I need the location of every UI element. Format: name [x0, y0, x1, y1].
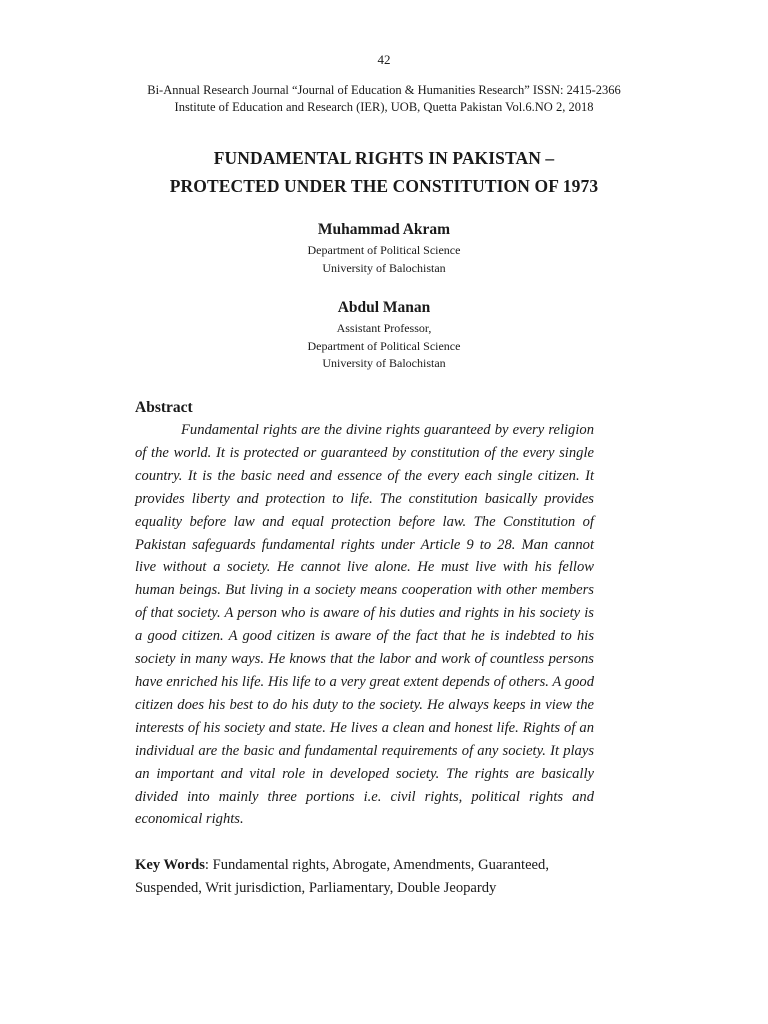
author-affiliation-line: University of Balochistan: [322, 260, 446, 275]
keywords-text: Fundamental rights, Abrogate, Amendments, Guaranteed, Suspended, Writ jurisdiction, Parliamentary, Double Jeopardy: [135, 857, 549, 896]
author-block-1: [0, 220, 768, 277]
paper-title-line-1: FUNDAMENTAL RIGHTS IN PAKISTAN –: [213, 148, 555, 168]
author-block-2: [0, 298, 768, 373]
author-affiliation-line: Department of Political Science: [307, 338, 461, 353]
keywords-label: Key Words: [135, 857, 205, 873]
keywords-separator: :: [204, 857, 213, 873]
paper-title: [0, 144, 768, 200]
abstract-body: Fundamental rights are the divine rights guaranteed by every religion of the world. It is protected or guaranteed by constitution of the every single country. It is the basic need and essence of the every each single citizen. It provides liberty and protection to life. The constitution basically provides equality before law and equal protection before law. The Constitution of Pakistan safeguards fundamental rights under Article 9 to 28. Man cannot live without a society. He cannot live alone. He must live with his fellow human beings. But living in a society means cooperation with other members of that society. A person who is aware of his duties and rights in his society is a good citizen. A good citizen is aware of the fact that he is indebted to his society in many ways. He knows that the labor and work of countless persons have enriched his life. His life to a very great extent depends of others. A good citizen does his best to do his duty to the society. He always keeps in view the interests of his society and state. He lives a clean and honest life. Rights of an individual are the basic and fundamental requirements of any society. It plays an important and vital role in developed society. The rights are basically divided into mainly three portions i.e. civil rights, political rights and economical rights.: [135, 422, 594, 828]
keywords-section: [135, 854, 594, 900]
author-name: Muhammad Akram: [317, 221, 451, 238]
page-number: 42: [377, 52, 391, 67]
author-name: Abdul Manan: [337, 299, 431, 316]
journal-header-line-1: Bi-Annual Research Journal “Journal of Education & Humanities Research” ISSN: 2415-2366: [147, 83, 621, 97]
journal-header-line-2: Institute of Education and Research (IER), UOB, Quetta Pakistan Vol.6.NO 2, 2018: [174, 100, 594, 114]
author-affiliation-line: Department of Political Science: [307, 243, 461, 257]
paper-title-line-2: PROTECTED UNDER THE CONSTITUTION OF 1973: [169, 176, 599, 196]
journal-header: [0, 82, 768, 116]
author-affiliation-line: University of Balochistan: [322, 356, 446, 370]
abstract-heading: Abstract: [135, 399, 193, 416]
author-affiliation-line: Assistant Professor,: [336, 321, 432, 335]
abstract-section: [135, 397, 594, 831]
